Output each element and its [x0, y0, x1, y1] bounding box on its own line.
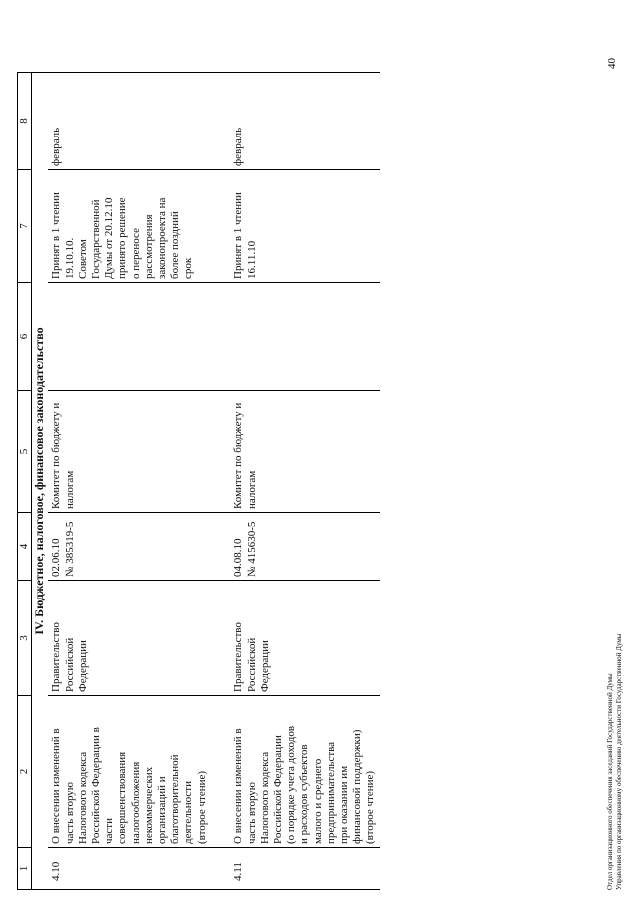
header-cell-3: 3	[18, 581, 32, 696]
legislation-table	[17, 72, 380, 890]
header-cell-4: 4	[18, 513, 32, 581]
header-cell-6: 6	[18, 283, 32, 391]
table-header-row	[18, 73, 32, 890]
section-row	[32, 73, 49, 890]
bill-title: О внесении изменений в часть вторую Налогового кодекса Российской Федерации в части совершенствования налогообложения некоммерческих организаций и благотворительной деятельности (второе чтение)	[48, 696, 230, 848]
bill-committee: Комитет по бюджету и налогам	[48, 391, 230, 513]
bill-registration: 04.08.10 № 415630-5	[230, 513, 380, 581]
header-cell-7: 7	[18, 170, 32, 283]
bill-col6	[48, 283, 230, 391]
bill-month: февраль	[48, 73, 230, 170]
table-row	[48, 73, 230, 890]
row-number: 4.11	[230, 848, 380, 890]
page-number: 40	[606, 58, 618, 69]
bill-month: февраль	[230, 73, 380, 170]
header-cell-2: 2	[18, 696, 32, 848]
bill-status: Принят в 1 чтении 19.10.10. Советом Государственной Думы от 20.12.10 принято решение о переносе рассмотрения законопроекта на более поздний срок	[48, 170, 230, 283]
bill-col6	[230, 283, 380, 391]
header-cell-8: 8	[18, 73, 32, 170]
bill-title: О внесении изменений в часть вторую Налогового кодекса Российской Федерации (о порядке учета доходов и расходов субъектов малого и среднего предпринимательства при оказании им финансовой поддержки) (второе чтение)	[230, 696, 380, 848]
header-cell-5: 5	[18, 391, 32, 513]
header-cell-1: 1	[18, 848, 32, 890]
bill-committee: Комитет по бюджету и налогам	[230, 391, 380, 513]
bill-status: Принят в 1 чтении 16.11.10	[230, 170, 380, 283]
page-footer	[606, 634, 624, 890]
table-row	[230, 73, 380, 890]
footer-line-1: Отдел организационного обеспечения заседаний Государственной Думы	[606, 673, 614, 890]
bill-initiator: Правительство Российской Федерации	[230, 581, 380, 696]
bill-registration: 02.06.10 № 385319-5	[48, 513, 230, 581]
footer-line-2: Управления по организационному обеспечению деятельности Государственной Думы	[615, 633, 623, 890]
row-number: 4.10	[48, 848, 230, 890]
bill-initiator: Правительство Российской Федерации	[48, 581, 230, 696]
section-title: IV. Бюджетное, налоговое, финансовое законодательство	[32, 73, 49, 890]
